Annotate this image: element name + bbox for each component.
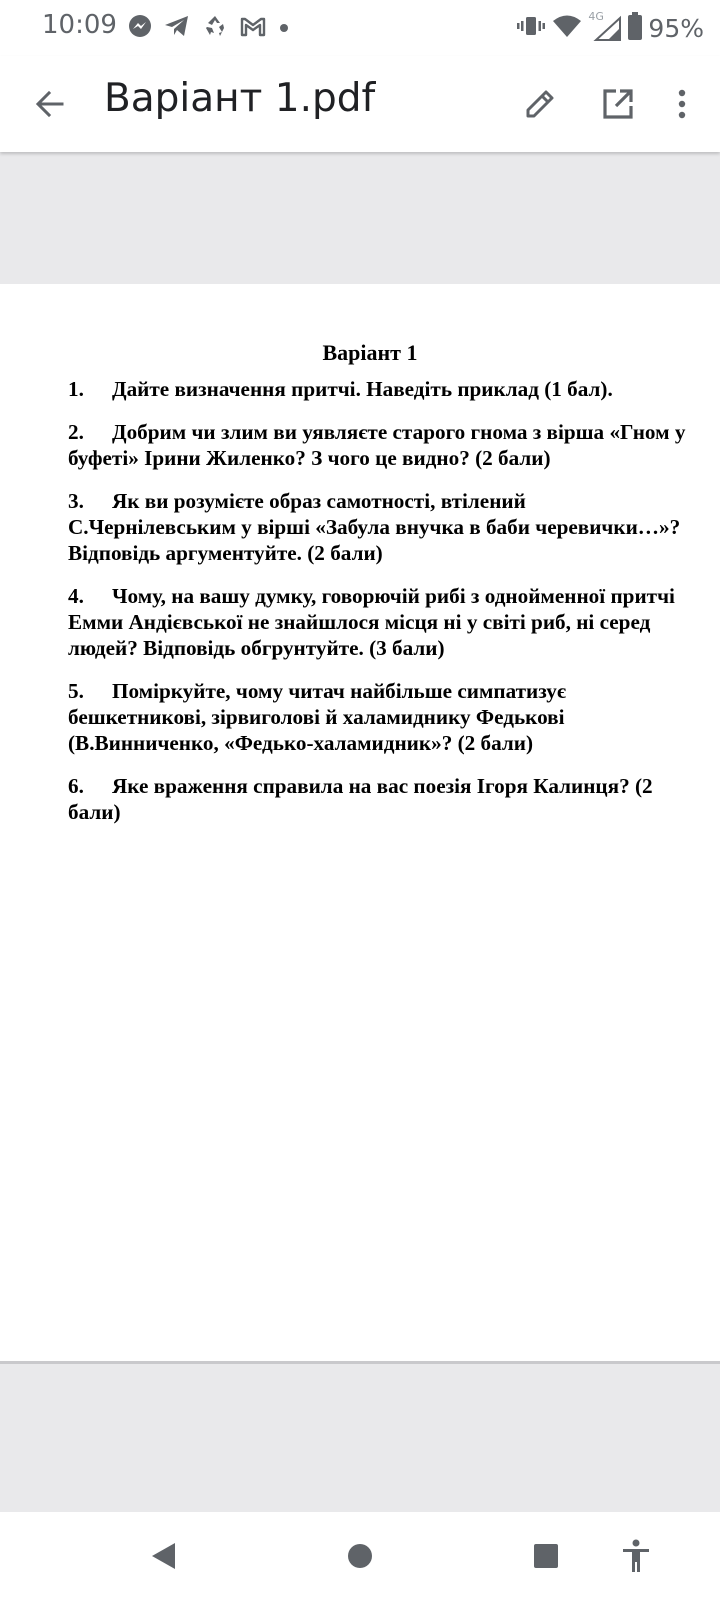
accessibility-button[interactable] (610, 1530, 662, 1582)
battery-percent: 95% (648, 13, 704, 43)
navigation-bar (0, 1512, 720, 1600)
edit-button[interactable] (514, 78, 566, 130)
recycle-icon (202, 14, 228, 42)
question-number: 1. (68, 377, 84, 401)
question-item (68, 419, 688, 471)
system-status-icons (516, 12, 704, 44)
question-item (68, 488, 688, 566)
gmail-icon (240, 15, 266, 41)
status-bar (0, 0, 720, 56)
question-list (68, 376, 688, 842)
app-bar (0, 56, 720, 152)
wifi-icon (552, 14, 582, 42)
open-external-icon (600, 86, 636, 122)
open-external-button[interactable] (592, 78, 644, 130)
vibrate-icon (516, 14, 546, 42)
pdf-page[interactable] (0, 284, 720, 1364)
viewer-background (0, 152, 720, 284)
question-number: 5. (68, 679, 84, 703)
question-text: Поміркуйте, чому читач найбільше симпатизує бешкетникові, зірвиголові й халамиднику Федькові (В.Винниченко, «Федько-халамидник»? (2 бали) (68, 679, 567, 755)
accessibility-icon (621, 1539, 651, 1573)
question-text: Яке враження справила на вас поезія Ігоря Калинця? (2 бали) (68, 774, 653, 824)
back-button[interactable] (24, 78, 76, 130)
nav-back-button[interactable] (138, 1530, 190, 1582)
question-item (68, 678, 688, 756)
question-item (68, 583, 688, 661)
question-text: Добрим чи злим ви уявляєте старого гнома з вірша «Гном у буфеті» Ірини Жиленко? З чого це видно? (2 бали) (68, 420, 686, 470)
more-vert-icon (677, 88, 687, 120)
question-text: Дайте визначення притчі. Наведіть приклад (1 бал). (112, 377, 613, 401)
telegram-icon (164, 14, 190, 42)
more-options-button[interactable] (670, 78, 694, 130)
network-type-label: 4G (588, 10, 604, 23)
question-text: Як ви розумієте образ самотності, втілений С.Чернілевським у вірші «Забула внучка в баби черевички…»? Відповідь аргументуйте. (2 бали) (68, 489, 681, 565)
document-title: Варіант 1.pdf (104, 76, 376, 121)
notification-icons (128, 14, 290, 42)
question-item (68, 376, 688, 402)
nav-home-button[interactable] (334, 1530, 386, 1582)
question-number: 6. (68, 774, 84, 798)
recents-square-icon (532, 1542, 560, 1570)
status-time: 10:09 (42, 10, 117, 40)
dot-icon (278, 19, 290, 38)
app-bar-actions (514, 78, 694, 130)
question-number: 2. (68, 420, 84, 444)
document-heading: Варіант 1 (322, 340, 418, 365)
nav-recents-button[interactable] (520, 1530, 572, 1582)
question-number: 4. (68, 584, 84, 608)
battery-icon (628, 12, 642, 44)
messenger-icon (128, 14, 152, 42)
question-text: Чому, на вашу думку, говорючій рибі з однойменної притчі Емми Андієвської не знайшлося місця ні у світі риб, ні серед людей? Відповідь обгрунтуйте. (3 бали) (68, 584, 675, 660)
edit-icon (522, 86, 558, 122)
arrow-back-icon (34, 88, 66, 120)
home-circle-icon (346, 1542, 374, 1570)
question-item (68, 773, 688, 825)
signal-4g-icon (588, 10, 622, 42)
question-number: 3. (68, 489, 84, 513)
back-triangle-icon (149, 1541, 179, 1571)
